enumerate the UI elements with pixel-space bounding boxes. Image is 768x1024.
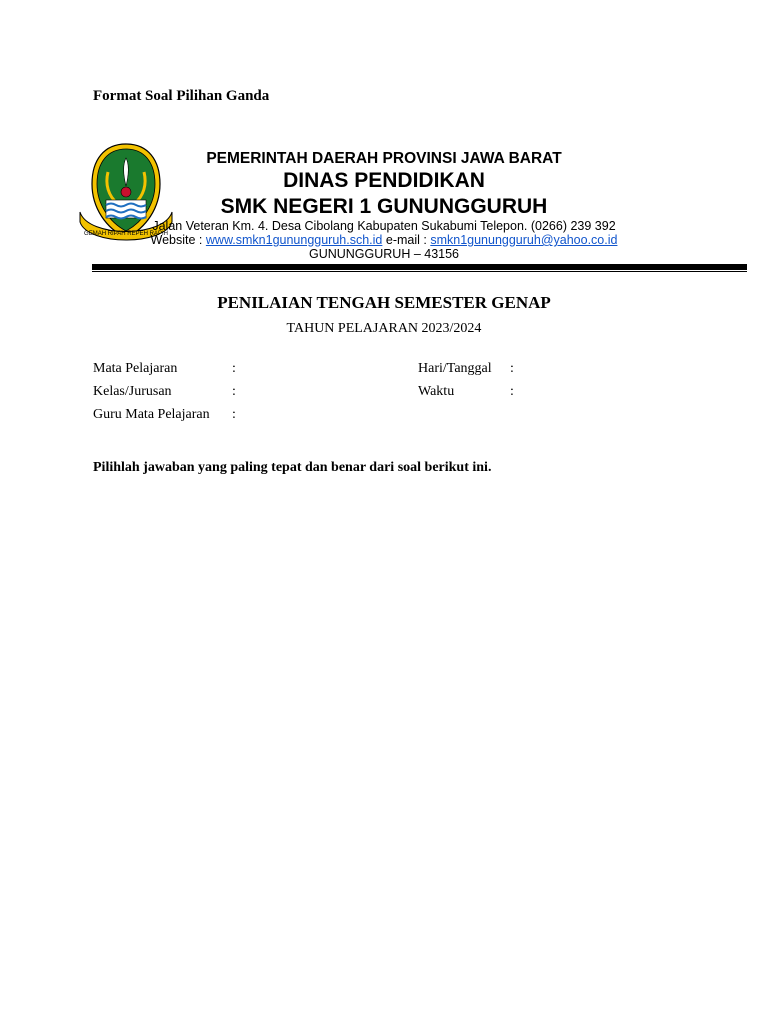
format-label: Format Soal Pilihan Ganda [93, 88, 270, 104]
exam-year: TAHUN PELAJARAN 2023/2024 [286, 321, 482, 336]
exam-title: PENILAIAN TENGAH SEMESTER GENAP [217, 293, 551, 312]
letterhead-government: PEMERINTAH DAERAH PROVINSI JAWA BARAT [206, 150, 562, 167]
time-colon: : [510, 384, 514, 399]
website-link[interactable]: www.smkn1gunungguruh.sch.id [205, 233, 383, 247]
letterhead-address: Jalan Veteran Km. 4. Desa Cibolang Kabupaten Sukabumi Telepon. (0266) 239 392 [152, 219, 616, 233]
date-colon: : [510, 361, 514, 376]
letterhead-divider-thick [92, 264, 747, 270]
date-label: Hari/Tanggal [418, 361, 492, 376]
subject-label: Mata Pelajaran [93, 361, 178, 376]
letterhead-school-name: SMK NEGERI 1 GUNUNGGURUH [220, 195, 548, 218]
email-link[interactable]: smkn1gunungguruh@yahoo.co.id [430, 233, 618, 247]
subject-colon: : [232, 361, 236, 376]
letterhead-city-postal: GUNUNGGURUH – 43156 [308, 247, 460, 261]
teacher-colon: : [232, 407, 236, 422]
svg-text:GEMAH RIPAH REPEH RAPIH: GEMAH RIPAH REPEH RAPIH [84, 231, 168, 237]
website-label: Website : [150, 233, 206, 247]
letterhead-divider-thin [92, 271, 747, 272]
time-label: Waktu [418, 384, 455, 399]
letterhead-contact [120, 233, 648, 247]
class-colon: : [232, 384, 236, 399]
class-label: Kelas/Jurusan [93, 384, 172, 399]
email-label: e-mail : [382, 233, 431, 247]
letterhead-department: DINAS PENDIDIKAN [283, 169, 485, 192]
teacher-label: Guru Mata Pelajaran [93, 407, 210, 422]
instruction-text: Pilihlah jawaban yang paling tepat dan benar dari soal berikut ini. [93, 460, 492, 475]
